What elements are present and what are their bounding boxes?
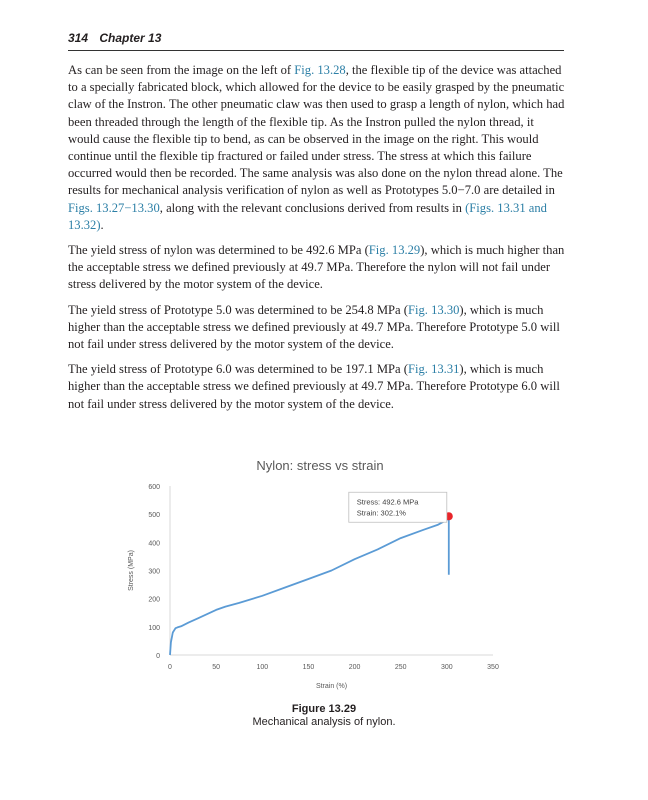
annotation-text: Strain: 302.1% (356, 508, 406, 518)
x-tick-label: 50 (212, 664, 221, 671)
y-tick-label: 400 (148, 540, 160, 548)
body-text (68, 62, 566, 421)
figure-reference-link[interactable]: Fig. 13.30 (407, 302, 460, 317)
running-header (68, 31, 564, 45)
x-tick-label: 250 (394, 664, 407, 671)
x-tick-label: 200 (348, 664, 361, 671)
figure-caption (0, 703, 648, 729)
paragraph-2 (68, 242, 566, 294)
x-tick-label: 100 (256, 664, 269, 671)
paragraph-text: The yield stress of Prototype 5.0 was determined to be 254.8 MPa ( (68, 302, 408, 317)
paragraph-text: . (100, 217, 104, 232)
paragraph-3 (68, 302, 566, 354)
y-tick-label: 500 (148, 512, 160, 520)
figure-reference-link[interactable]: Figs. 13.27−13.30 (68, 200, 160, 215)
paragraph-text: ), which is much higher than the acceptable stress we defined previously at 49.7 MPa. Therefore the nylon will not fail under stress delivered by the motor system of the device. (68, 243, 565, 292)
figure-reference-link[interactable]: Fig. 13.31 (407, 362, 460, 377)
paragraph-text: The yield stress of nylon was determined to be 492.6 MPa ( (68, 243, 369, 258)
figure-caption-text: Mechanical analysis of nylon. (252, 716, 396, 728)
figure-reference-link[interactable]: (Figs. 13.31 and 13.32) (68, 200, 547, 232)
paragraph-text: , the flexible tip of the device was attached to a specially fabricated block, which allowed for the device to be easily grasped by the pneumatic claw of the Instron. The other pneumatic claw was then used to grasp a length of nylon, which had been threaded through the length of the flexible tip. As the Instron pulled the nylon thread, it would cause the flexible tip to bend, as can be observed in the image on the right. This would continue until the flexible tip fractured or failed under stress. The stress at which this failure occurred would then be recorded. The same analysis was also done on the nylon thread alone. The results for mechanical analysis verification of nylon as well as Prototypes 5.0−7.0 are detailed in (68, 63, 565, 198)
paragraph-1 (68, 62, 566, 234)
paragraph-4 (68, 361, 566, 413)
paragraph-text: As can be seen from the image on the left of (68, 63, 295, 77)
figure-reference-link[interactable]: Fig. 13.28 (294, 63, 346, 77)
paragraph-text: , along with the relevant conclusions derived from results in (159, 200, 466, 215)
y-tick-label: 600 (148, 484, 160, 491)
series-line-nylon (170, 516, 449, 655)
y-tick-label: 0 (156, 653, 160, 660)
figure-reference-link[interactable]: Fig. 13.29 (368, 243, 421, 258)
chapter-title: Chapter 13 (99, 31, 162, 45)
y-tick-label: 100 (148, 624, 160, 632)
x-tick-label: 0 (168, 664, 172, 671)
paragraph-text: ), which is much higher than the acceptable stress we defined previously at 49.7 MPa. Therefore Prototype 6.0 will not fail under stress delivered by the motor system of the device. (68, 362, 560, 411)
paragraph-text: ), which is much higher than the acceptable stress we defined previously at 49.7 MPa. Therefore Prototype 5.0 will not fail under stress delivered by the motor system of the device. (68, 302, 560, 352)
chart-svg (120, 452, 520, 702)
y-tick-label: 300 (148, 568, 160, 576)
y-tick-label: 200 (148, 596, 160, 604)
page-number: 314 (68, 31, 89, 45)
chart-title: Nylon: stress vs strain (256, 458, 384, 473)
annotation-text: Stress: 492.6 MPa (356, 497, 419, 507)
paragraph-text: The yield stress of Prototype 6.0 was determined to be 197.1 MPa ( (68, 362, 408, 377)
header-rule (68, 50, 564, 51)
x-tick-label: 150 (302, 664, 315, 671)
stress-strain-chart (120, 452, 520, 702)
x-tick-label: 350 (487, 664, 499, 671)
x-axis-label: Strain (%) (315, 683, 348, 690)
x-tick-label: 300 (441, 664, 453, 671)
y-axis-label: Stress (MPa) (128, 550, 135, 591)
figure-label: Figure 13.29 (291, 703, 357, 715)
